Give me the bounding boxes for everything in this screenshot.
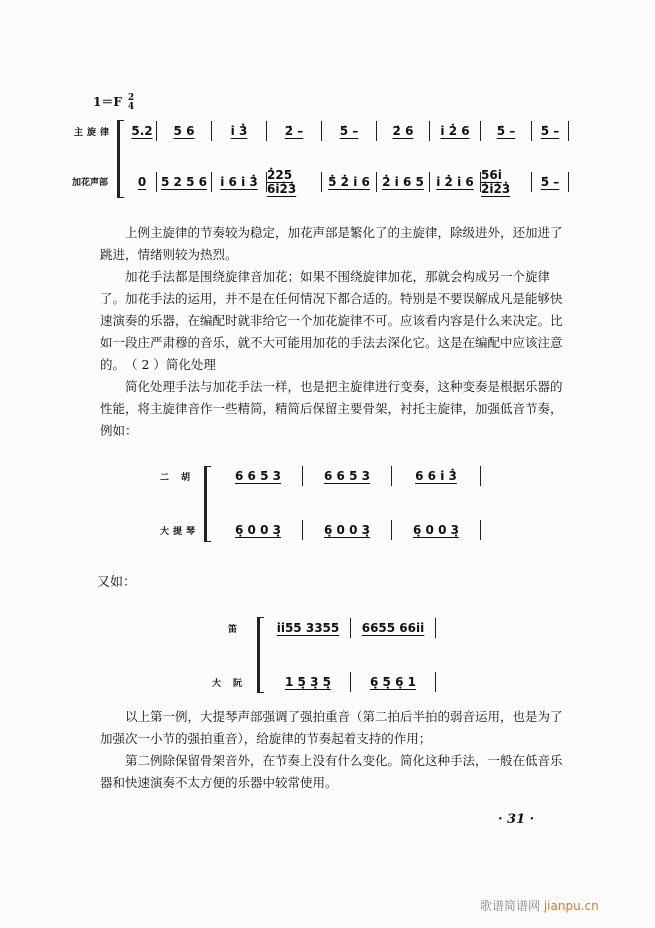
end-barline (435, 672, 436, 692)
measure-notes: 2̇ i 6 5 (382, 175, 424, 189)
end-barline (568, 172, 569, 192)
watermark-en: jianpu.cn (543, 899, 599, 913)
measure (376, 172, 429, 192)
end-barline (568, 121, 569, 141)
staff-row (266, 618, 436, 638)
measure-notes: ii55 3355 (276, 621, 340, 635)
measure-notes: i 2̇ 6 (440, 124, 470, 138)
staff-label: 主旋律 (74, 128, 114, 138)
measure (302, 466, 391, 486)
paragraph: 上例主旋律的节奏较为稳定，加花声部是繁化了的主旋律，除级进外，还加进了跳进，情绪则较为热烈。 (100, 225, 563, 262)
measure-notes: 5̇ 2̇ i 6 (328, 175, 370, 189)
measure (321, 121, 376, 141)
measure-notes: 5̇ – (540, 175, 560, 189)
measure (266, 168, 321, 196)
measure-notes: i 3̇ (230, 124, 248, 138)
watermark (480, 897, 599, 914)
page-number: · 31 · (498, 812, 535, 827)
time-bottom: 4 (127, 101, 135, 112)
measure-notes: 5̇ – (496, 124, 516, 138)
measure (156, 172, 211, 192)
staff-label: 二胡 (160, 473, 203, 483)
measure-notes: 5 6 (173, 124, 195, 138)
measure-notes: 6̣ 0 0 3̣ (235, 523, 281, 537)
measure (156, 121, 211, 141)
measure-notes: 5̇ – (339, 124, 359, 138)
staff-row (128, 168, 569, 196)
paragraph: 加花手法的运用，并不是在任何情况下都合适的。特别是不要误解成凡是能够快速演奏的乐器，在编配时就非给它一个加花旋律不可。应该看内容是什么来决定。比如一段庄严肃穆的音乐，就不大可能用加花的手法去深化它。这是在编配中应该注意的。 (100, 291, 563, 372)
measure (211, 172, 266, 192)
measure (429, 172, 480, 192)
staff-label: 大提琴 (160, 527, 200, 537)
staff-label: 加花声部 (72, 178, 109, 188)
measure-notes: 6655 66ii (361, 621, 425, 635)
section-heading: （ 2 ）简化处理 (125, 357, 216, 372)
measure (531, 121, 568, 141)
paragraph: 第二例除保留骨架音外，在节奏上没有什么变化。简化这种手法，一般在低音乐器和快速演奏不太方便的乐器中较常使用。 (100, 753, 563, 790)
measure (128, 172, 156, 192)
measure (321, 172, 376, 192)
measure-notes: 6 6 i 3̇ (415, 469, 457, 483)
measure (266, 121, 321, 141)
measure-notes: i 2̇ i 6 (436, 175, 474, 189)
measure-notes: 2̇ – (284, 124, 304, 138)
measure (214, 466, 302, 486)
measure (266, 618, 350, 638)
paragraph: 简化处理手法与加花手法一样，也是把主旋律进行变奏，这种变奏是根据乐器的性能，将主旋律音作一些精简，精简后保留主要骨架，衬托主旋律，加强低音节奏，例如： (100, 379, 563, 438)
watermark-cn: 歌谱简谱网 (480, 899, 541, 913)
staff-row (128, 121, 569, 141)
end-barline (480, 520, 481, 540)
paragraph: 以上第一例，大提琴声部强调了强拍重音（第二拍后半拍的弱音运用，也是为了加强次一小节的强拍重音），给旋律的节奏起着支持的作用； (100, 709, 563, 746)
time-signature (128, 94, 134, 112)
measure (350, 672, 435, 692)
system-bracket (204, 466, 211, 542)
measure (302, 520, 391, 540)
system-bracket (117, 120, 124, 198)
measure-notes: i 6 i 3̇ (220, 175, 258, 189)
measure (211, 121, 266, 141)
measure (350, 618, 435, 638)
measure (480, 168, 531, 196)
measure-notes: 5.2 (131, 124, 153, 138)
text-youru: 又如： (97, 575, 137, 590)
end-barline (480, 466, 481, 486)
measure-notes: 56i 2̇i2̇3̇ (481, 168, 511, 196)
measure (391, 520, 480, 540)
measure-notes: 6̣ 5̣ 6̣ 1 (370, 675, 416, 689)
measure (480, 121, 531, 141)
staff-row (266, 672, 436, 692)
measure (531, 172, 568, 192)
measure (266, 672, 350, 692)
measure (214, 520, 302, 540)
time-top: 2 (127, 92, 135, 103)
measure-notes: 6̣ 0 0 3̣ (324, 523, 370, 537)
paragraph: 加花手法都是围绕旋律音加花；如果不围绕旋律加花，那就会构成另一个旋律了。 (100, 269, 551, 306)
measure-notes: 6 6 5 3 (324, 469, 370, 483)
system-bracket (257, 617, 264, 693)
measure-notes: 5̇ – (540, 124, 560, 138)
measure (376, 121, 429, 141)
staff-label: 笛 (228, 625, 242, 635)
staff-row (214, 466, 481, 486)
measure-notes: 6 6 5 3 (235, 469, 281, 483)
measure-notes: 5 2 5 6 (161, 175, 207, 189)
measure (391, 466, 480, 486)
measure-notes: 2̇ 6 (392, 124, 414, 138)
measure-notes: 2̇25 6i2̇3̇ (267, 168, 297, 196)
key-signature (93, 93, 134, 112)
key-label: 1＝F (93, 95, 122, 109)
measure-notes: 1 5̣ 3̣ 5̣ (285, 675, 331, 689)
measure (429, 121, 480, 141)
staff-row (214, 520, 481, 540)
measure (128, 121, 156, 141)
measure-notes: 0 (137, 175, 147, 189)
end-barline (435, 618, 436, 638)
staff-label: 大阮 (212, 679, 255, 689)
measure-notes: 6̣ 0 0 3̣ (413, 523, 459, 537)
